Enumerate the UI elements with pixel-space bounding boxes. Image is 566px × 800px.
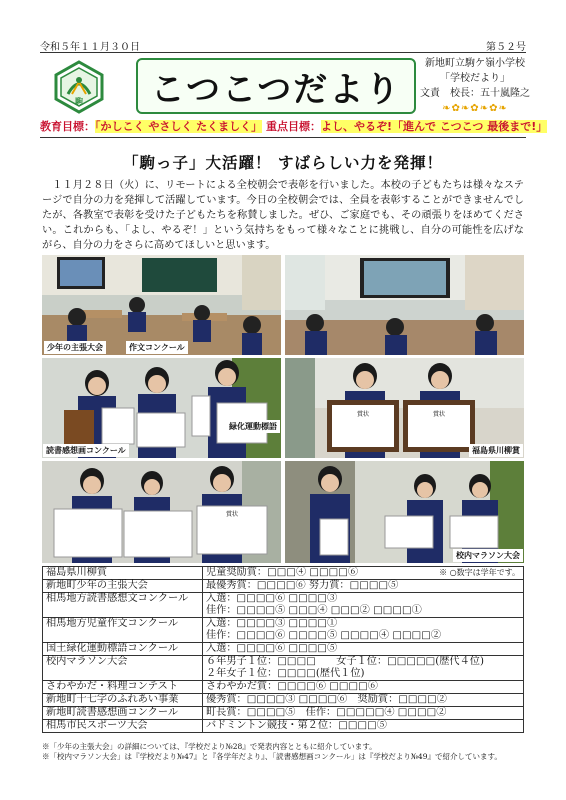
table-row — [43, 656, 524, 681]
award-result — [203, 618, 524, 643]
award-result-text: 町長賞：□□□□⑤ 佳作：□□□□□④ □□□□② — [206, 707, 447, 718]
award-category: 相馬地方読書感想文コンクール — [43, 593, 203, 618]
award-category: 国土緑化運動標語コンクール — [43, 643, 203, 656]
table-row — [43, 681, 524, 694]
newsletter-title: こつこつだより — [150, 69, 402, 110]
award-result — [203, 681, 524, 694]
article-headline: 「駒っ子」大活躍！ すばらしい力を発揮！ — [123, 154, 443, 172]
award-result — [203, 694, 524, 707]
photo-marathon — [285, 461, 524, 563]
issue-date: 令和５年１１月３０日 — [40, 42, 140, 53]
award-result-text: 最優秀賞：□□□□⑥ 努力賞：□□□□⑤ — [206, 580, 399, 591]
award-result — [203, 567, 524, 580]
publication-name: 「学校だより」 — [440, 73, 510, 84]
top-meta — [40, 38, 526, 52]
award-result-text: 優秀賞：□□□□③ □□□□⑥ 奨励賞：□□□□② — [206, 694, 447, 705]
divider — [40, 52, 526, 53]
photo-boys-awards — [42, 358, 281, 458]
photo-classroom-assembly — [42, 255, 281, 355]
goals-line — [40, 118, 548, 136]
award-category: 新地町読書感想画コンクール — [43, 707, 203, 720]
table-row — [43, 593, 524, 618]
award-category: 校内マラソン大会 — [43, 656, 203, 681]
grade-note: ※ ○数字は学年です。 — [439, 568, 520, 577]
photo-grid — [42, 255, 524, 563]
table-row — [43, 580, 524, 593]
divider — [40, 137, 526, 138]
svg-text:駒: 駒 — [75, 97, 83, 106]
awards-table — [42, 566, 524, 733]
focus-goal-text: よし、やるぞ!「進んで こつこつ 最後まで!」 — [321, 120, 548, 133]
photo-classroom-tv — [285, 255, 524, 355]
table-row — [43, 643, 524, 656]
award-result — [203, 593, 524, 618]
award-category: 相馬地方児童作文コンクール — [43, 618, 203, 643]
table-row — [43, 707, 524, 720]
school-info — [420, 56, 530, 116]
svg-text:賞状: 賞状 — [432, 411, 446, 418]
edu-goal-label: 教育目標： — [40, 120, 95, 133]
table-row — [43, 720, 524, 733]
focus-goal-label: 重点目標： — [266, 120, 322, 133]
award-result — [203, 580, 524, 593]
marathon-photo-image — [285, 461, 524, 563]
svg-text:賞状: 賞状 — [225, 511, 239, 518]
award-result — [203, 656, 524, 681]
award-result-text: 入選：□□□□⑥ □□□□⑤ — [206, 643, 338, 654]
boys-awards-photo-image — [42, 358, 281, 458]
school-emblem-icon — [52, 60, 106, 114]
edu-goal-text: 「かしこく やさしく たくましく」 — [95, 120, 263, 133]
award-result-text: 児童奨励賞：□□□④ □□□□⑥ — [206, 567, 359, 578]
school-name: 新地町立駒ケ嶺小学校 — [425, 58, 525, 69]
editor-line: 文責 校長：五十嵐隆之 — [420, 88, 530, 99]
article-body: １１月２８日（火）に、リモートによる全校朝会で表彰を行いました。本校の子どもたちは様々なステージで自分の力を発揮して活躍しています。今日の全校朝会では、全員を表彰することができませんでしたが、各教室で表彰を受けた子どもたちを称賛しました。ぜひ、ご家庭でも、その頑張りをほめてください。これからも、「よし、やるぞ！」という気持ちをもって様々なことに挑戦し、自分の可能性を広げながら、自分の力をさらに高めてほしいと思います。 — [42, 180, 524, 251]
caption-school-marathon: 校内マラソン大会 — [453, 549, 523, 562]
newsletter-title-box — [136, 58, 416, 114]
caption-speech-contest: 少年の主張大会 — [44, 341, 106, 354]
photo-girls-certificates — [285, 358, 524, 458]
footnotes — [42, 742, 526, 762]
award-result-text: バドミントン競技・第２位：□□□□⑤ — [206, 720, 387, 731]
svg-text:賞状: 賞状 — [356, 411, 370, 418]
footnote: ※「校内マラソン大会」は『学校だより№47』と『各学年だより』、「読書感想画コンクール」は『学校だより№49』で紹介しています。 — [42, 752, 502, 761]
classroom-photo-image — [42, 255, 281, 355]
masthead — [40, 56, 530, 116]
award-result-text: ６年男子１位：□□□□ 女子１位：□□□□□(歴代４位) ２年女子１位：□□□□(歴代１位) — [206, 656, 484, 679]
award-category: 相馬市民スポーツ大会 — [43, 720, 203, 733]
award-result-text: 入選：□□□□③ □□□□① 佳作：□□□□⑥ □□□□⑤ □□□□④ □□□□② — [206, 618, 442, 641]
caption-reading-art-contest: 読書感想画コンクール — [43, 444, 129, 457]
children-certificates-photo-image — [42, 461, 281, 563]
decorative-border: ❧✿❧✿❧✿❧ — [442, 103, 508, 114]
award-category: 福島県川柳賞 — [43, 567, 203, 580]
award-category: さわやかだ・料理コンテスト — [43, 681, 203, 694]
table-row — [43, 694, 524, 707]
table-row — [43, 567, 524, 580]
caption-greening-slogan: 緑化運動標語 — [226, 420, 280, 433]
caption-senryu-prize: 福島県川柳賞 — [469, 444, 523, 457]
award-result — [203, 720, 524, 733]
award-result-text: さわやかだ賞：□□□□⑥ □□□□⑥ — [206, 681, 378, 692]
award-category: 新地町十七字のふれあい事業 — [43, 694, 203, 707]
table-row — [43, 618, 524, 643]
award-result-text: 入選：□□□□⑥ □□□□③ 佳作：□□□□⑤ □□□④ □□□② □□□□① — [206, 593, 422, 616]
photo-children-certificates — [42, 461, 281, 563]
footnote: ※「少年の主張大会」の詳細については、『学校だより№28』で発表内容とともに紹介しています。 — [42, 742, 377, 751]
issue-number: 第５２号 — [486, 42, 526, 53]
award-category: 新地町少年の主張大会 — [43, 580, 203, 593]
classroom-tv-photo-image — [285, 255, 524, 355]
girls-certificates-photo-image — [285, 358, 524, 458]
caption-essay-contest: 作文コンクール — [126, 341, 188, 354]
award-result — [203, 707, 524, 720]
award-result — [203, 643, 524, 656]
